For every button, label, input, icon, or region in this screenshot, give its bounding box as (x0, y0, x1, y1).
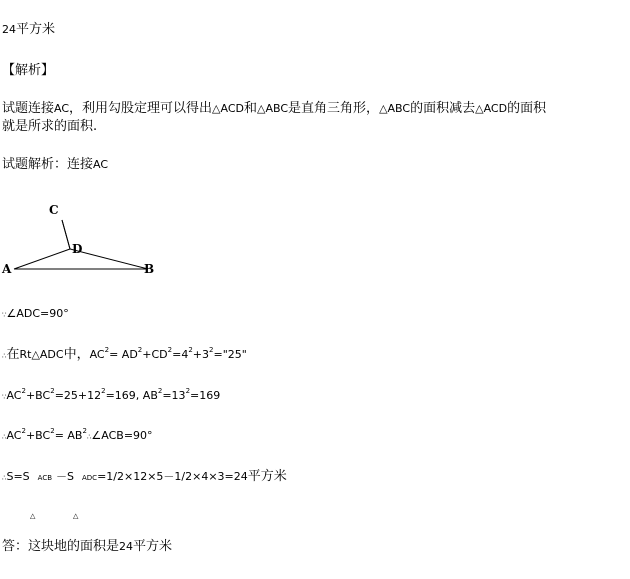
subscript-acb: ACB (37, 474, 53, 482)
label-a: A (2, 262, 12, 276)
step-2-text: 在 (6, 347, 20, 362)
solution-intro-text: 试题解析：连接 (2, 157, 94, 172)
solution-intro (2, 157, 108, 173)
analysis-ac: AC (54, 102, 70, 115)
final-answer-unit: 平方米 (133, 539, 173, 554)
triangle-acd-label: △ACD (212, 102, 244, 115)
step-3 (2, 388, 220, 405)
analysis-text: 和 (244, 101, 258, 116)
solution-intro-ac: AC (93, 158, 109, 171)
triangle-acd-label: △ACD (475, 102, 508, 115)
step-2-rt: Rt△ADC (19, 348, 64, 361)
step-1 (2, 306, 69, 323)
step-5-minus: －S (56, 470, 74, 483)
therefore-symbol: ∴ (2, 474, 7, 482)
analysis-text: 的面积减去 (410, 101, 476, 116)
step-5-unit: 平方米 (247, 469, 287, 484)
answer-top-unit: 平方米 (16, 22, 56, 37)
segment-ad (14, 249, 70, 269)
step-1-angle: ∠ADC=90° (6, 307, 69, 320)
label-c: C (49, 203, 59, 217)
step-5 (2, 469, 287, 486)
label-d: D (72, 242, 83, 256)
analysis-text: 试题连接 (2, 101, 55, 116)
triangle-symbol: △ (73, 512, 79, 520)
final-answer-number: 24 (119, 540, 134, 553)
therefore-symbol: ∴ (2, 352, 7, 360)
analysis-line-1 (2, 101, 546, 117)
triangle-symbol: △ (30, 512, 36, 520)
step-4-angle: ∠ACB=90° (91, 429, 153, 442)
analysis-line-2: 就是所求的面积. (2, 119, 98, 134)
step-2-text: 中， (63, 347, 90, 362)
answer-top (2, 22, 55, 38)
step-5-calc: =1/2×12×5－1/2×4×3= (97, 470, 234, 483)
step-5-number: 24 (233, 470, 248, 483)
step-2 (2, 347, 247, 364)
because-symbol: ∵ (2, 311, 7, 319)
analysis-text: ，利用勾股定理可以得出 (69, 101, 213, 116)
final-answer (2, 539, 172, 555)
step-4-formula: $AC^2+BC^2= AB^2$ (6, 427, 87, 442)
step-4 (2, 428, 153, 445)
step-2-formula: $AC^2=$ $AD^2+CD^2=4^2+3^2="25$" (89, 346, 247, 361)
analysis-text: 是直角三角形， (288, 101, 380, 116)
therefore-symbol: ∴ (2, 433, 7, 441)
triangle-abc-label: △ABC (379, 102, 411, 115)
final-answer-text: 答：这块地的面积是 (2, 539, 120, 554)
segment-cd (62, 220, 70, 249)
step-3-formula: $AC^2+BC^2=25+12^2=169$, $AB^2=13^2=169$ (6, 387, 221, 402)
because-symbol: ∵ (2, 393, 7, 401)
triangle-abc-label: △ABC (257, 102, 289, 115)
quadrilateral-diagram (0, 198, 170, 282)
label-b: B (144, 262, 155, 276)
step-5-s: S=S (6, 470, 30, 483)
section-title: 【解析】 (2, 63, 55, 78)
therefore-symbol: ∴ (86, 433, 92, 441)
answer-top-number: 24 (2, 23, 16, 36)
subscript-adc: ADC (82, 474, 98, 482)
analysis-text: 的面积 (507, 101, 547, 116)
